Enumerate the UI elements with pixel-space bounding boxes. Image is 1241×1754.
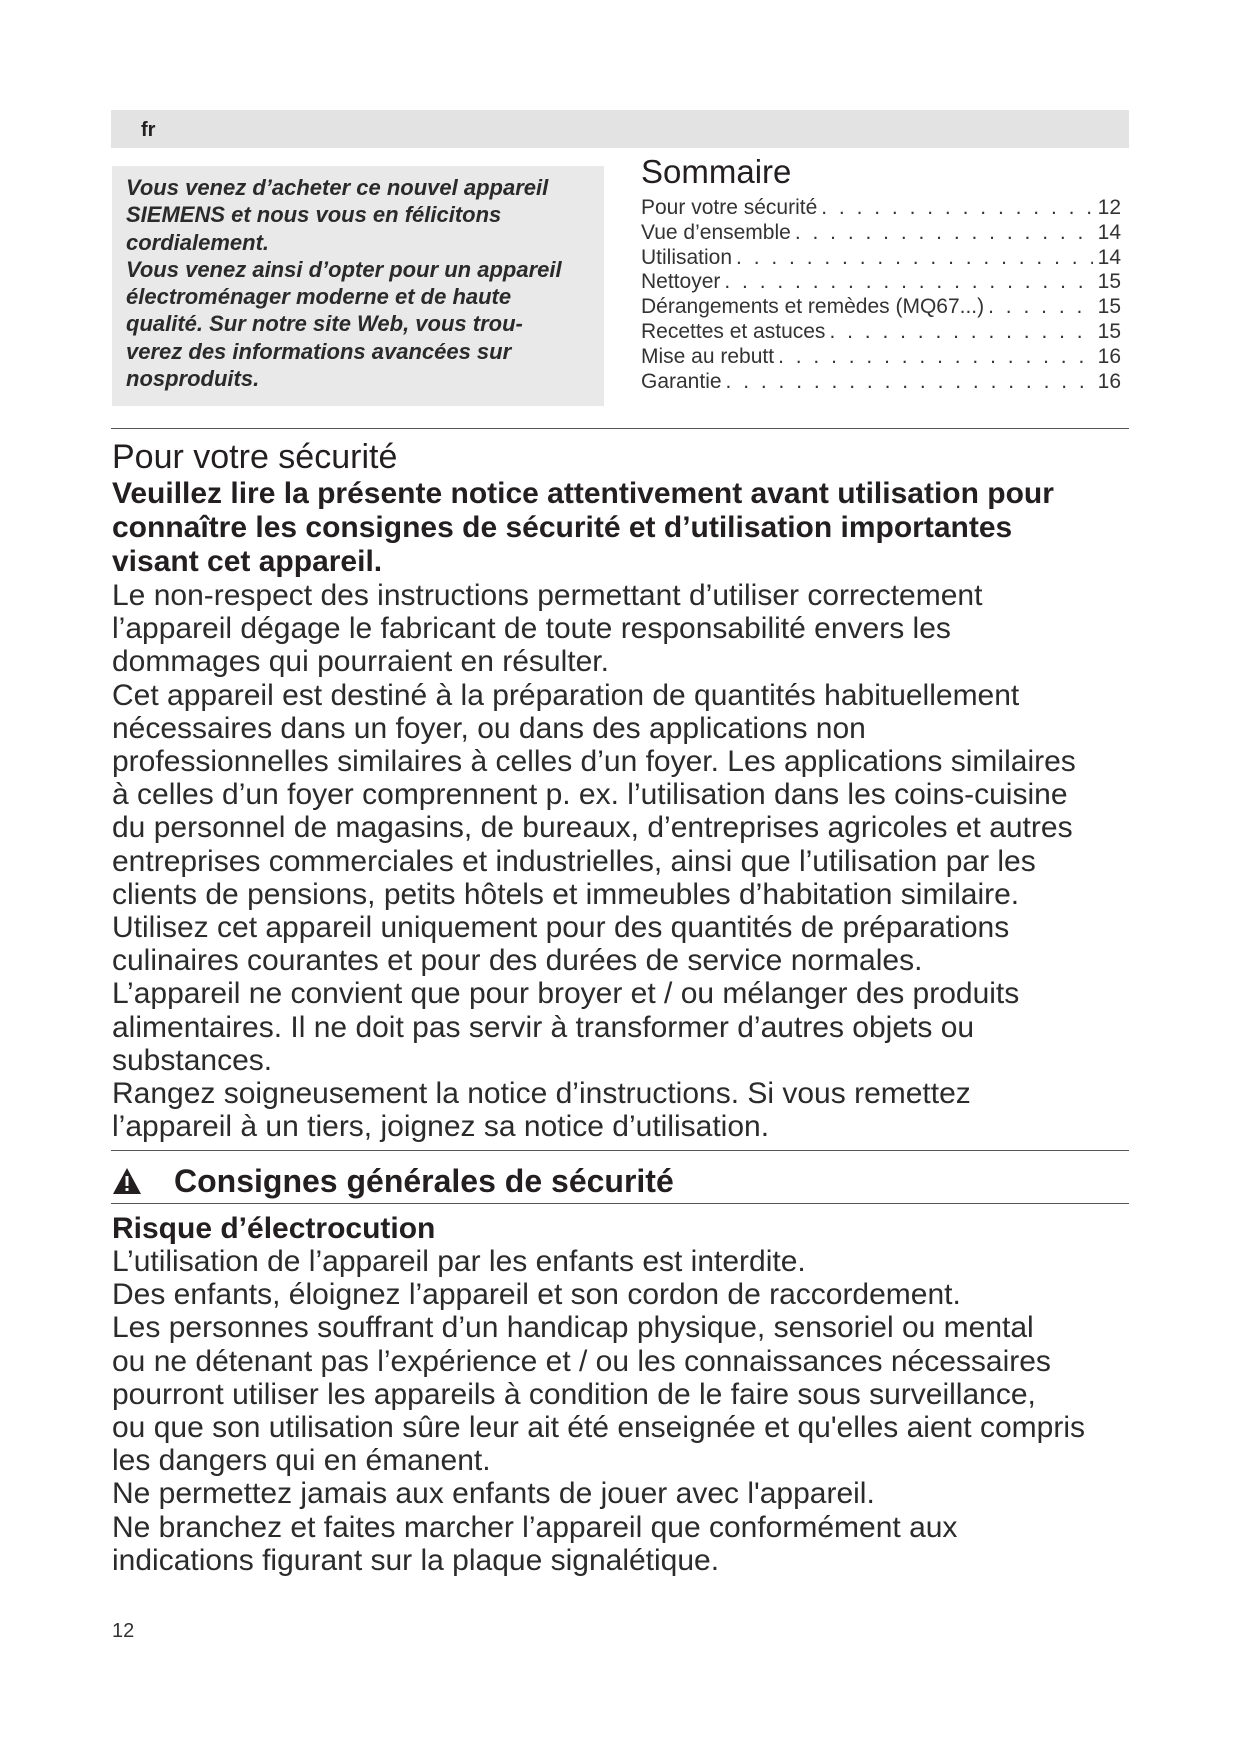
toc-entry-page: 14: [1097, 245, 1121, 269]
toc-entry[interactable]: [641, 196, 1121, 221]
body-line: culinaires courantes et pour des durées de service normales.: [112, 944, 923, 978]
body-line: L’appareil ne convient que pour broyer et / ou mélanger des produits: [112, 977, 1020, 1011]
body-line: du personnel de magasins, de bureaux, d’entreprises agricoles et autres: [112, 811, 1073, 845]
toc-entry-label: Vue d’ensemble: [641, 220, 791, 244]
toc-entry[interactable]: [641, 270, 1121, 295]
body-line: ou ne détenant pas l’expérience et / ou les connaissances nécessaires: [112, 1344, 1051, 1378]
divider: [111, 1150, 1129, 1151]
toc-entry-label: Dérangements et remèdes (MQ67...): [641, 295, 985, 319]
toc-entry-label: Pour votre sécurité: [641, 196, 818, 219]
toc-entry-page: 16: [1097, 344, 1121, 368]
toc-entry[interactable]: [641, 295, 1121, 320]
toc-entry-label: Nettoyer: [641, 270, 721, 294]
toc-entry[interactable]: [641, 221, 1121, 246]
intro-line: nosproduits.: [126, 366, 260, 392]
body-line: indications figurant sur la plaque signalétique.: [112, 1543, 720, 1577]
toc-leader-dots: [984, 295, 1093, 320]
intro-line: verez des informations avancées sur: [126, 338, 512, 364]
toc-entry[interactable]: [641, 345, 1121, 370]
body-line: dommages qui pourraient en résulter.: [112, 645, 609, 679]
intro-line: cordialement.: [126, 229, 270, 255]
section-title: Pour votre sécurité: [112, 438, 398, 476]
lead-line: Veuillez lire la présente notice attentivement avant utilisation pour: [112, 477, 1054, 510]
toc-leader-dots: [732, 246, 1093, 271]
toc-leader-dots: [817, 196, 1093, 221]
body-line: substances.: [112, 1043, 273, 1077]
toc-entry-label: Recettes et astuces: [641, 319, 826, 343]
toc-title: Sommaire: [641, 153, 792, 190]
general-safety-heading: [112, 1160, 674, 1202]
toc-entry-page: 15: [1097, 270, 1121, 294]
body-line: l’appareil dégage le fabricant de toute responsabilité envers les: [112, 612, 951, 646]
intro-box: [112, 166, 604, 406]
toc-entry-label: Mise au rebutt: [641, 344, 775, 368]
toc-entry-label: Utilisation: [641, 245, 733, 269]
toc-entry-page: 15: [1097, 295, 1121, 319]
warning-icon: [112, 1167, 142, 1195]
toc-leader-dots: [791, 221, 1093, 246]
subsection-title: Risque d’électrocution: [112, 1212, 436, 1245]
page-number: 12: [112, 1620, 135, 1642]
body-line: Les personnes souffrant d’un handicap physique, sensoriel ou mental: [112, 1311, 1034, 1345]
toc-entry-page: 14: [1097, 220, 1121, 244]
body-line: à celles d’un foyer comprennent p. ex. l’utilisation dans les coins-cuisine: [112, 778, 1068, 812]
lead-line: connaître les consignes de sécurité et d’utilisation importantes: [112, 511, 1013, 544]
language-code: fr: [141, 119, 156, 141]
general-safety-title: Consignes générales de sécurité: [174, 1163, 674, 1199]
body-line: alimentaires. Il ne doit pas servir à transformer d’autres objets ou: [112, 1010, 975, 1044]
divider: [111, 1203, 1129, 1204]
body-line: clients de pensions, petits hôtels et immeubles d’habitation similaire.: [112, 877, 1020, 911]
body-line: ou que son utilisation sûre leur ait été enseignée et qu'elles aient compris: [112, 1411, 1085, 1445]
body-line: nécessaires dans un foyer, ou dans des applications non: [112, 711, 866, 745]
safety-section: [112, 437, 1152, 1143]
body-line: Ne branchez et faites marcher l’appareil que conformément aux: [112, 1510, 958, 1544]
body-line: L’utilisation de l’appareil par les enfants est interdite.: [112, 1245, 806, 1278]
electrocution-section: [112, 1212, 1152, 1577]
toc-leader-dots: [720, 270, 1093, 295]
body-line: Utilisez cet appareil uniquement pour des quantités de préparations: [112, 911, 1010, 945]
toc-entry-label: Garantie: [641, 369, 722, 393]
lead-line: visant cet appareil.: [112, 545, 383, 578]
body-line: Rangez soigneusement la notice d’instructions. Si vous remettez: [112, 1077, 971, 1111]
intro-line: qualité. Sur notre site Web, vous trou-: [126, 311, 523, 337]
body-line: Cet appareil est destiné à la préparation de quantités habituellement: [112, 678, 1020, 712]
table-of-contents: [641, 152, 1121, 394]
toc-entry[interactable]: [641, 246, 1121, 271]
body-line: entreprises commerciales et industrielles, ainsi que l’utilisation par les: [112, 844, 1036, 878]
intro-line: Vous venez d’acheter ce nouvel appareil: [126, 175, 549, 200]
language-bar: [111, 110, 1129, 148]
body-line: Des enfants, éloignez l’appareil et son cordon de raccordement.: [112, 1278, 961, 1312]
toc-entry[interactable]: [641, 320, 1121, 345]
intro-line: Vous venez ainsi d’opter pour un appareil: [126, 256, 562, 282]
toc-leader-dots: [774, 345, 1093, 370]
body-line: l’appareil à un tiers, joignez sa notice d’utilisation.: [112, 1110, 770, 1144]
intro-line: SIEMENS et nous vous en félicitons: [126, 202, 502, 228]
toc-entry-page: 15: [1097, 319, 1121, 343]
toc-entry-page: 16: [1097, 369, 1121, 393]
divider: [111, 428, 1129, 429]
toc-entry[interactable]: [641, 370, 1121, 395]
body-line: les dangers qui en émanent.: [112, 1444, 491, 1478]
body-line: Ne permettez jamais aux enfants de jouer avec l'appareil.: [112, 1477, 875, 1511]
body-line: Le non-respect des instructions permettant d’utiliser correctement: [112, 579, 983, 612]
intro-line: électroménager moderne et de haute: [126, 284, 512, 310]
body-line: professionnelles similaires à celles d’un foyer. Les applications similaires: [112, 745, 1076, 779]
toc-leader-dots: [825, 320, 1093, 345]
toc-leader-dots: [722, 370, 1093, 395]
body-line: pourront utiliser les appareils à condition de le faire sous surveillance,: [112, 1377, 1036, 1411]
toc-entry-page: 12: [1097, 196, 1121, 219]
